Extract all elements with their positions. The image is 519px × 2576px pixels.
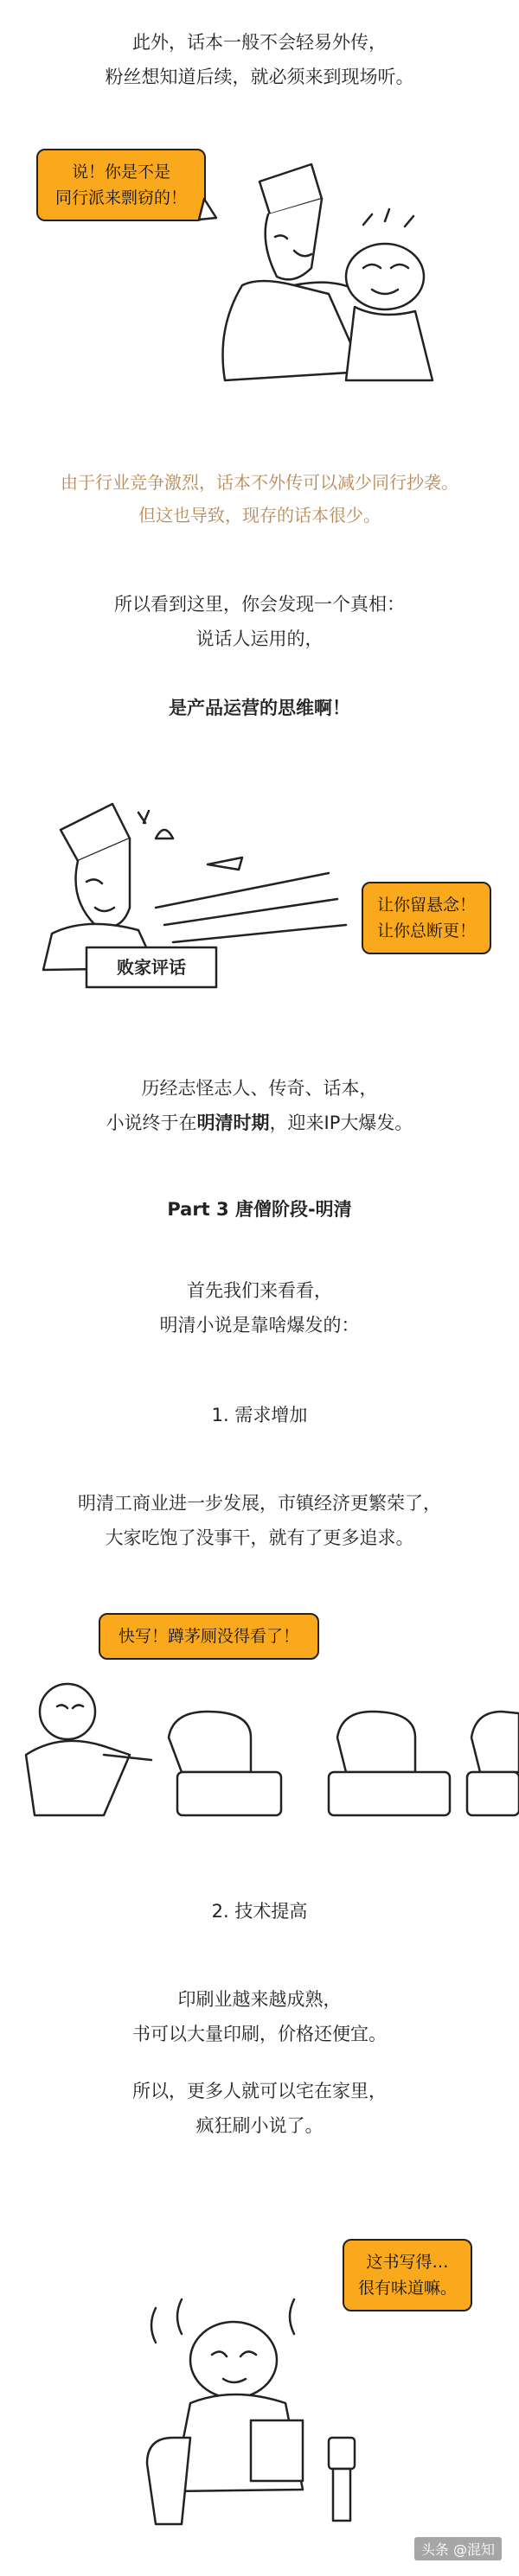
point1-line-1: 明清工商业进一步发展，市镇经济更繁荣了， (78, 1493, 441, 1514)
point1-line-2: 大家吃饱了没事干，就有了更多追求。 (105, 1527, 414, 1548)
section-title-part3: Part 3 唐僧阶段-明清 (167, 1199, 352, 1220)
intro-line-1: 此外，话本一般不会轻易外传， (132, 32, 387, 53)
bubble-text: 说！你是不是 (71, 163, 170, 182)
illustration-plagiarism-scene (0, 147, 519, 406)
truth-line-2: 说话人运用的， (195, 628, 324, 649)
point2-line-3: 所以，更多人就可以宅在家里， (132, 2081, 387, 2101)
lead-line-2: 明清小说是靠啥爆发的： (159, 1315, 360, 1336)
bubble-text: 让你留悬念！ (376, 896, 476, 915)
illustration-toilet-reader (0, 2265, 519, 2559)
point2-line-1: 印刷业越来越成熟， (177, 1989, 342, 2010)
intro-line-2: 粉丝想知道后续，就必须来到现场听。 (105, 67, 414, 87)
lead-line-1: 首先我们来看看， (187, 1280, 332, 1301)
watermark: 头条 @混知 (414, 2537, 502, 2560)
history-line-1: 历经志怪志人、传奇、话本， (141, 1078, 378, 1099)
history-line-2 (0, 1106, 519, 1139)
history-emphasis: 明清时期 (196, 1113, 270, 1133)
speech-bubble-cliffhanger (362, 882, 491, 954)
truth-emphasis: 是产品运营的思维啊！ (169, 698, 350, 718)
bubble-text: 很有味道嘛。 (357, 2279, 457, 2298)
illustration-writers (0, 1642, 519, 1824)
bubble-text: 同行派来剽窃的！ (54, 188, 187, 207)
bubble-text: 这书写得… (366, 2253, 449, 2272)
point2-line-2: 书可以大量印刷，价格还便宜。 (132, 2024, 387, 2044)
history-text: 小说终于在 (106, 1113, 197, 1133)
note-line-2: 但这也导致，现存的话本很少。 (138, 505, 381, 526)
bubble-text: 让你总断更！ (376, 921, 476, 940)
point2-heading: 2. 技术提高 (211, 1901, 308, 1922)
truth-line-1: 所以看到这里，你会发现一个真相： (114, 594, 405, 615)
bubble-text: 快写！蹲茅厕没得看了！ (118, 1627, 299, 1646)
history-text: ，迎来IP大爆发。 (269, 1113, 413, 1133)
point2-line-4: 疯狂刷小说了。 (195, 2115, 324, 2136)
note-line-1: 由于行业竞争激烈，话本不外传可以减少同行抄袭。 (61, 472, 458, 493)
point1-heading: 1. 需求增加 (211, 1405, 308, 1425)
sign-text: 败家评话 (117, 959, 186, 978)
